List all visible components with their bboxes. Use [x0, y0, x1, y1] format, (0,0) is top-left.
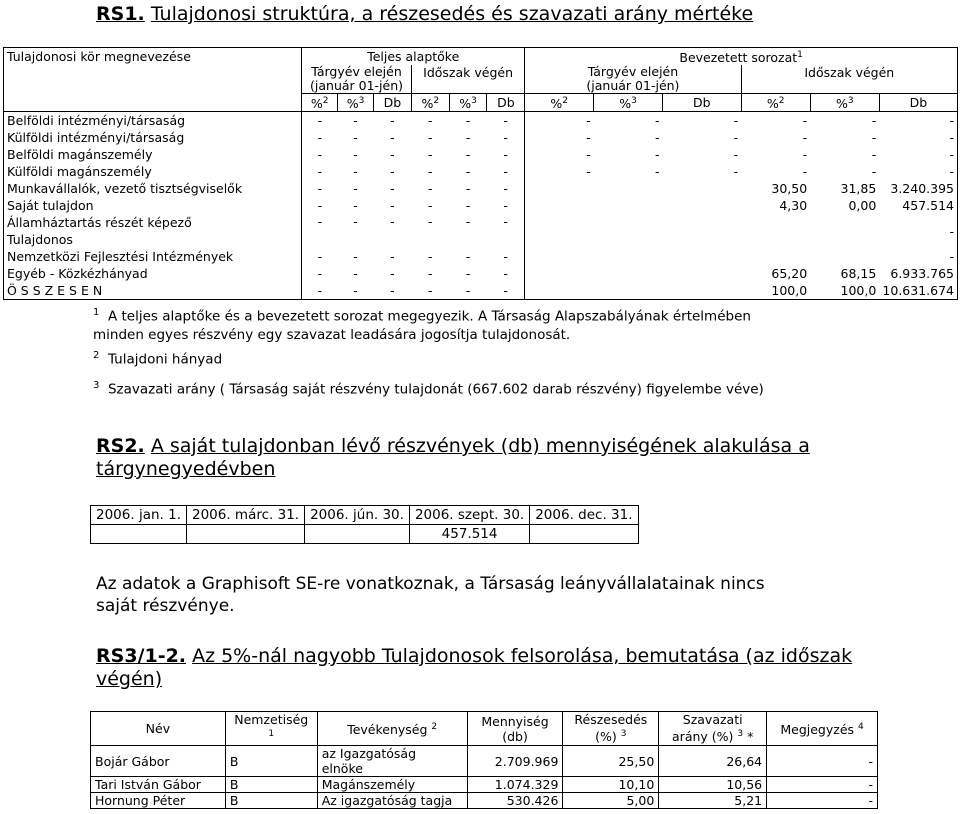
unit-pct: %$^2$ — [302, 94, 338, 112]
treasury-value-cell — [186, 525, 304, 544]
ownership-cell: - — [353, 130, 358, 146]
header-row-1 — [4, 48, 958, 66]
ownership-cell — [525, 265, 594, 282]
ownership-cell: - — [733, 164, 739, 180]
ownership-cell: - — [465, 181, 471, 197]
ownership-cell: - — [465, 130, 471, 146]
ownership-cell — [662, 248, 741, 265]
ownership-cell: 457.514 — [879, 197, 957, 214]
ownership-row — [4, 265, 958, 282]
ownership-cell — [662, 197, 741, 214]
col-vote-header: Szavazati arány (%) $^3$ * — [659, 712, 767, 746]
ownership-table-body — [4, 112, 958, 300]
owner-activity-cell: Az igazgatóság tagja — [317, 793, 467, 809]
owner-nationality-cell: B — [225, 777, 317, 793]
owner-name-cell: Tari István Gábor — [91, 777, 226, 793]
listed-period-end-header: Időszak végén — [741, 65, 957, 94]
ownership-cell: - — [428, 198, 433, 214]
ownership-cell: - — [503, 113, 508, 129]
ownership-cell — [594, 197, 663, 214]
ownership-cell: - — [428, 130, 433, 146]
owner-group-label: Saját tulajdon — [4, 197, 302, 214]
ownership-cell — [662, 214, 741, 248]
ownership-cell: - — [390, 181, 395, 197]
ownership-cell: - — [353, 181, 358, 197]
owner-activity-cell: az Igazgatóság elnöke — [317, 746, 467, 777]
ownership-cell: 4,30 — [779, 198, 808, 214]
ownership-cell: - — [465, 147, 471, 163]
ownership-cell: - — [353, 198, 358, 214]
owner-quantity-cell: 2.709.969 — [467, 746, 563, 777]
rs2-remark: Az adatok a Graphisoft SE-re vonatkoznak, a Társaság leányvállalatainak nincs saját részvénye. — [96, 574, 765, 616]
full-period-end-header: Időszak végén — [411, 65, 524, 94]
ownership-cell: - — [302, 180, 338, 197]
ownership-cell: - — [428, 249, 433, 265]
ownership-cell — [662, 282, 741, 300]
ownership-row — [4, 214, 958, 248]
full-year-start-header: Tárgyév elején (január 01-jén) — [302, 65, 412, 94]
ownership-cell: - — [871, 147, 877, 163]
ownership-cell: - — [390, 198, 395, 214]
ownership-cell: - — [654, 113, 660, 129]
ownership-table — [3, 47, 958, 300]
ownership-cell: - — [654, 164, 660, 180]
ownership-cell — [594, 282, 663, 300]
ownership-cell: - — [503, 249, 508, 265]
ownership-cell: 3.240.395 — [879, 180, 957, 197]
footnote-1-cont: minden egyes részvény egy szavazat leadására jogosítja tulajdonosát. — [93, 326, 571, 343]
ownership-cell: - — [503, 214, 508, 230]
ownership-row — [4, 163, 958, 180]
ownership-cell: - — [802, 113, 808, 129]
owner-group-label: Nemzetközi Fejlesztési Intézmények — [4, 248, 302, 265]
ownership-cell — [662, 180, 741, 197]
owner-name-cell: Bojár Gábor — [91, 746, 226, 777]
ownership-cell: - — [733, 130, 739, 146]
listed-year-start-header: Tárgyév elején (január 01-jén) — [525, 65, 741, 94]
ownership-cell: - — [879, 146, 957, 163]
ownership-cell: - — [390, 249, 395, 265]
ownership-cell: - — [503, 164, 508, 180]
ownership-row — [4, 180, 958, 197]
listed-series-header: Bevezetett sorozat$^1$ — [525, 48, 958, 66]
ownership-cell: - — [465, 214, 471, 230]
owner-share-cell: 5,00 — [563, 793, 659, 809]
unit-pct: %$^3$ — [594, 94, 663, 112]
ownership-cell: - — [390, 147, 395, 163]
owner-vote-cell: 5,21 — [659, 793, 767, 809]
rs1-heading — [96, 3, 753, 25]
ownership-cell: - — [879, 129, 957, 146]
ownership-cell: - — [302, 146, 338, 163]
rs1-footnotes — [93, 304, 764, 399]
ownership-cell — [594, 180, 663, 197]
ownership-cell: - — [465, 198, 471, 214]
owner-group-label: Munkavállalók, vezető tisztségviselők — [4, 180, 302, 197]
owner-group-label: Belföldi magánszemély — [4, 146, 302, 163]
ownership-cell: - — [428, 214, 433, 230]
rs3-code: RS3/1-2. — [96, 645, 187, 667]
ownership-cell: - — [465, 266, 471, 282]
owner-group-label: Egyéb - Közkézhányad — [4, 265, 302, 282]
header-row-2 — [4, 65, 958, 94]
ownership-cell: - — [525, 146, 594, 163]
unit-db: Db — [373, 94, 411, 112]
owner-vote-cell: 10,56 — [659, 777, 767, 793]
unit-db: Db — [487, 94, 525, 112]
treasury-date-cell: 2006. szept. 30. — [409, 506, 529, 525]
ownership-cell: - — [449, 282, 487, 300]
ownership-row — [4, 197, 958, 214]
ownership-cell: - — [353, 249, 358, 265]
ownership-cell: - — [302, 197, 338, 214]
major-owner-row — [91, 777, 878, 793]
treasury-date-cell: 2006. dec. 31. — [530, 506, 638, 525]
ownership-cell: - — [302, 163, 338, 180]
owner-group-label: Ö S S Z E S E N — [4, 282, 302, 300]
ownership-cell: - — [879, 248, 957, 265]
owner-vote-cell: 26,64 — [659, 746, 767, 777]
owner-nationality-cell: B — [225, 746, 317, 777]
ownership-cell: - — [879, 163, 957, 180]
ownership-cell: - — [654, 130, 660, 146]
ownership-cell: - — [353, 214, 358, 230]
owner-quantity-cell: 530.426 — [467, 793, 563, 809]
ownership-cell: - — [428, 181, 433, 197]
treasury-dates-row — [91, 506, 639, 525]
treasury-date-cell: 2006. jan. 1. — [91, 506, 187, 525]
footnote-3: $^3$ Szavazati arány ( Társaság saját részvény tulajdonát (667.602 darab részvény) figyelembe véve) — [93, 380, 764, 398]
col-remark-header: Megjegyzés $^4$ — [767, 712, 878, 746]
ownership-cell: - — [390, 130, 395, 146]
ownership-cell: - — [338, 282, 374, 300]
col-name-header: Név — [91, 712, 226, 746]
ownership-cell: - — [302, 129, 338, 146]
ownership-row — [4, 282, 958, 300]
unit-pct: %$^2$ — [741, 94, 810, 112]
ownership-cell — [594, 214, 663, 248]
ownership-cell: 100,0 — [810, 282, 879, 300]
ownership-cell: - — [302, 248, 338, 265]
treasury-date-cell: 2006. márc. 31. — [186, 506, 304, 525]
treasury-value-cell: 457.514 — [409, 525, 529, 544]
ownership-cell: - — [879, 112, 957, 130]
ownership-cell: - — [465, 249, 471, 265]
ownership-cell — [525, 248, 594, 265]
major-owners-table — [90, 711, 878, 809]
col-nationality-header: Nemzetiség $^1$ — [225, 712, 317, 746]
ownership-cell: - — [302, 112, 338, 130]
ownership-cell — [525, 282, 594, 300]
ownership-cell: - — [871, 130, 877, 146]
ownership-cell: - — [733, 113, 739, 129]
ownership-cell: - — [802, 164, 808, 180]
ownership-cell: - — [428, 147, 433, 163]
rs3-title-cont: végén) — [96, 668, 163, 690]
unit-pct: %$^2$ — [525, 94, 594, 112]
rs2-title: A saját tulajdonban lévő részvények (db) mennyiségének alakulása a — [150, 435, 810, 457]
ownership-cell: - — [802, 130, 808, 146]
rs1-code: RS1. — [96, 3, 145, 25]
owner-name-cell: Hornung Péter — [91, 793, 226, 809]
ownership-cell — [525, 180, 594, 197]
ownership-cell: - — [302, 265, 338, 282]
ownership-cell — [525, 214, 594, 248]
rs2-code: RS2. — [96, 435, 145, 457]
major-owner-row — [91, 793, 878, 809]
ownership-cell: - — [373, 282, 411, 300]
unit-db: Db — [879, 94, 957, 112]
footnote-1: $^1$ A teljes alaptőke és a bevezetett sorozat megegyezik. A Társaság Alapszabályának értelmében — [93, 307, 751, 325]
ownership-cell: - — [733, 147, 739, 163]
ownership-cell: 30,50 — [771, 181, 808, 197]
owner-nationality-cell: B — [225, 793, 317, 809]
ownership-cell: - — [654, 147, 660, 163]
ownership-row — [4, 146, 958, 163]
owner-group-label: Államháztartás részét képező Tulajdonos — [4, 214, 302, 248]
ownership-cell: - — [503, 181, 508, 197]
ownership-cell: 100,0 — [741, 282, 810, 300]
ownership-cell: - — [802, 147, 808, 163]
ownership-cell: - — [428, 266, 433, 282]
ownership-cell: - — [871, 164, 877, 180]
ownership-cell: - — [503, 130, 508, 146]
ownership-cell: - — [302, 282, 338, 300]
unit-db: Db — [662, 94, 741, 112]
ownership-cell: - — [302, 214, 338, 248]
ownership-cell: - — [390, 266, 395, 282]
ownership-cell: - — [428, 164, 433, 180]
rs3-title: Az 5%-nál nagyobb Tulajdonosok felsorolása, bemutatása (az időszak — [192, 645, 853, 667]
ownership-cell: 10.631.674 — [879, 282, 957, 300]
col-share-header: Részesedés (%) $^3$ — [563, 712, 659, 746]
col-quantity-header: Mennyiség (db) — [467, 712, 563, 746]
treasury-value-cell — [91, 525, 187, 544]
owner-group-label: Külföldi magánszemély — [4, 163, 302, 180]
treasury-values-row — [91, 525, 639, 544]
ownership-cell: - — [390, 113, 395, 129]
ownership-cell: - — [487, 282, 525, 300]
rs2-heading — [96, 435, 810, 481]
ownership-cell — [741, 214, 810, 248]
ownership-cell: 6.933.765 — [879, 265, 957, 282]
owner-remark-cell: - — [767, 746, 878, 777]
ownership-cell: - — [353, 147, 358, 163]
ownership-cell: - — [390, 214, 395, 230]
owner-group-header: Tulajdonosi kör megnevezése — [4, 48, 302, 66]
major-owner-row — [91, 746, 878, 777]
ownership-cell: - — [353, 113, 358, 129]
unit-pct: %$^3$ — [338, 94, 374, 112]
full-capital-header: Teljes alaptőke — [302, 48, 525, 66]
treasury-value-cell — [305, 525, 410, 544]
ownership-cell: - — [871, 113, 877, 129]
ownership-cell: 0,00 — [848, 198, 877, 214]
ownership-cell: - — [428, 113, 433, 129]
treasury-value-cell — [530, 525, 638, 544]
ownership-cell: - — [503, 266, 508, 282]
ownership-cell — [810, 214, 879, 248]
ownership-cell: 65,20 — [771, 266, 808, 282]
unit-pct: %$^3$ — [810, 94, 879, 112]
unit-pct: %$^2$ — [411, 94, 449, 112]
treasury-date-cell: 2006. jún. 30. — [305, 506, 410, 525]
treasury-shares-table — [90, 505, 639, 544]
ownership-cell — [662, 265, 741, 282]
ownership-cell — [741, 248, 810, 265]
ownership-row — [4, 129, 958, 146]
major-owners-header — [91, 712, 878, 746]
major-owners-body — [91, 746, 878, 809]
ownership-cell: - — [879, 214, 957, 248]
owner-share-cell: 25,50 — [563, 746, 659, 777]
owner-group-label: Belföldi intézményi/társaság — [4, 112, 302, 130]
col-activity-header: Tevékenység $^2$ — [317, 712, 467, 746]
owner-quantity-cell: 1.074.329 — [467, 777, 563, 793]
unit-pct: %$^3$ — [449, 94, 487, 112]
footnote-2: $^2$ Tulajdoni hányad — [93, 349, 223, 367]
ownership-cell: - — [503, 147, 508, 163]
owner-group-label: Külföldi intézményi/társaság — [4, 129, 302, 146]
rs2-title-cont: tárgynegyedévben — [96, 458, 276, 480]
owner-remark-cell: - — [767, 777, 878, 793]
ownership-cell: - — [503, 198, 508, 214]
rs3-heading — [96, 645, 852, 691]
ownership-cell: - — [411, 282, 449, 300]
ownership-cell: 31,85 — [840, 181, 877, 197]
rs1-title: Tulajdonosi struktúra, a részesedés és szavazati arány mértéke — [150, 3, 754, 25]
ownership-row — [4, 112, 958, 130]
ownership-cell: - — [390, 164, 395, 180]
ownership-cell: - — [465, 164, 471, 180]
ownership-cell: 68,15 — [840, 266, 877, 282]
ownership-cell — [594, 265, 663, 282]
owner-activity-cell: Magánszemély — [317, 777, 467, 793]
ownership-cell — [810, 248, 879, 265]
ownership-row — [4, 248, 958, 265]
ownership-cell: - — [525, 112, 594, 130]
ownership-cell: - — [525, 163, 594, 180]
owner-remark-cell: - — [767, 793, 878, 809]
header-row-3 — [4, 94, 958, 112]
ownership-cell: - — [353, 164, 358, 180]
ownership-cell: - — [525, 129, 594, 146]
ownership-cell: - — [353, 266, 358, 282]
ownership-cell: - — [465, 113, 471, 129]
owner-share-cell: 10,10 — [563, 777, 659, 793]
ownership-cell — [594, 248, 663, 265]
ownership-cell — [525, 197, 594, 214]
